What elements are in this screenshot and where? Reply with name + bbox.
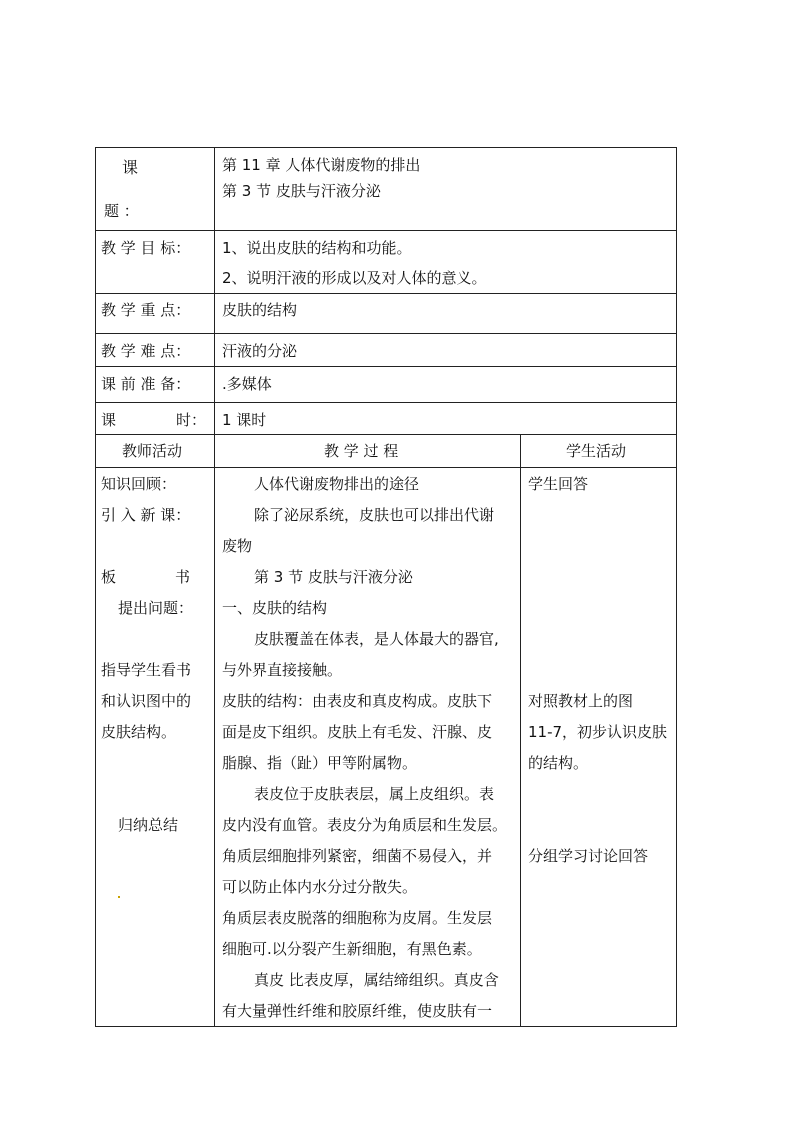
process-line: 人体代谢废物排出的途径 — [254, 475, 420, 493]
table-border-left — [95, 147, 96, 1027]
table-border-top — [95, 147, 677, 148]
objective-item: 2、说明汗液的形成以及对人体的意义。 — [222, 269, 487, 287]
topic-label: 课 — [122, 158, 139, 177]
process-line: 真皮 比表皮厚，属结缔组织。真皮含 — [254, 971, 499, 989]
column-divider — [520, 434, 521, 1027]
objectives-label: 教 学 目 标： — [101, 239, 191, 257]
process-line: 一、皮肤的结构 — [222, 599, 328, 617]
stray-mark — [118, 896, 120, 898]
difficulty-label: 教 学 难 点： — [101, 342, 191, 360]
process-line: 除了泌尿系统，皮肤也可以排出代谢 — [254, 506, 495, 524]
column-header-teacher: 教师活动 — [122, 442, 183, 460]
preparation-label: 课 前 准 备： — [101, 375, 191, 393]
row-divider — [95, 366, 677, 367]
process-line: 第 3 节 皮肤与汗液分泌 — [254, 568, 413, 586]
teacher-activity: 板 — [101, 568, 117, 586]
process-line: 皮内没有血管。表皮分为角质层和生发层。 — [222, 816, 508, 834]
preparation-value: .多媒体 — [222, 375, 272, 393]
student-activity: 对照教材上的图 — [528, 692, 634, 710]
key-point-value: 皮肤的结构 — [222, 301, 298, 319]
row-divider — [95, 467, 677, 468]
row-divider — [95, 333, 677, 334]
teacher-activity: 提出问题： — [118, 599, 194, 617]
difficulty-value: 汗液的分泌 — [222, 342, 298, 360]
student-activity: 的结构。 — [528, 754, 589, 772]
chapter-title: 第 11 章 人体代谢废物的排出 — [222, 156, 421, 174]
process-line: 废物 — [222, 537, 253, 555]
teacher-activity: 和认识图中的 — [101, 692, 192, 710]
process-line: 角质层表皮脱落的细胞称为皮屑。生发层 — [222, 909, 493, 927]
column-header-process: 教 学 过 程 — [324, 442, 399, 460]
table-border-bottom — [95, 1026, 677, 1027]
teacher-activity: 归纳总结 — [118, 816, 179, 834]
period-value: 1 课时 — [222, 411, 267, 429]
topic-label: 题 ： — [104, 202, 139, 220]
row-divider — [95, 293, 677, 294]
teacher-activity: 指导学生看书 — [101, 661, 192, 679]
process-line: 有大量弹性纤维和胶原纤维，使皮肤有一 — [222, 1002, 493, 1020]
row-divider — [95, 402, 677, 403]
period-label: 课 — [101, 411, 117, 429]
teacher-activity: 引 入 新 课： — [101, 506, 191, 524]
student-activity: 学生回答 — [528, 475, 589, 493]
teacher-activity: 书 — [175, 568, 191, 586]
row-divider — [95, 230, 677, 231]
period-label: 时： — [176, 411, 207, 429]
process-line: 皮肤的结构：由表皮和真皮构成。皮肤下 — [222, 692, 493, 710]
column-header-student: 学生活动 — [566, 442, 627, 460]
process-line: 可以防止体内水分过分散失。 — [222, 878, 418, 896]
process-line: 细胞可.以分裂产生新细胞，有黑色素。 — [222, 940, 482, 958]
student-activity: 11-7，初步认识皮肤 — [528, 723, 668, 741]
column-divider — [214, 147, 215, 1027]
key-point-label: 教 学 重 点： — [101, 301, 191, 319]
section-title: 第 3 节 皮肤与汗液分泌 — [222, 182, 381, 200]
process-line: 脂腺、指（趾）甲等附属物。 — [222, 754, 418, 772]
row-divider — [95, 434, 677, 435]
process-line: 皮肤覆盖在体表，是人体最大的器官, — [254, 630, 499, 648]
objective-item: 1、说出皮肤的结构和功能。 — [222, 239, 412, 257]
process-line: 面是皮下组织。皮肤上有毛发、汗腺、皮 — [222, 723, 493, 741]
process-line: 与外界直接接触。 — [222, 661, 343, 679]
teacher-activity: 知识回顾： — [101, 475, 177, 493]
table-border-right — [676, 147, 677, 1027]
process-line: 表皮位于皮肤表层，属上皮组织。表 — [254, 785, 495, 803]
process-line: 角质层细胞排列紧密，细菌不易侵入，并 — [222, 847, 493, 865]
student-activity: 分组学习讨论回答 — [528, 847, 649, 865]
teacher-activity: 皮肤结构。 — [101, 723, 177, 741]
